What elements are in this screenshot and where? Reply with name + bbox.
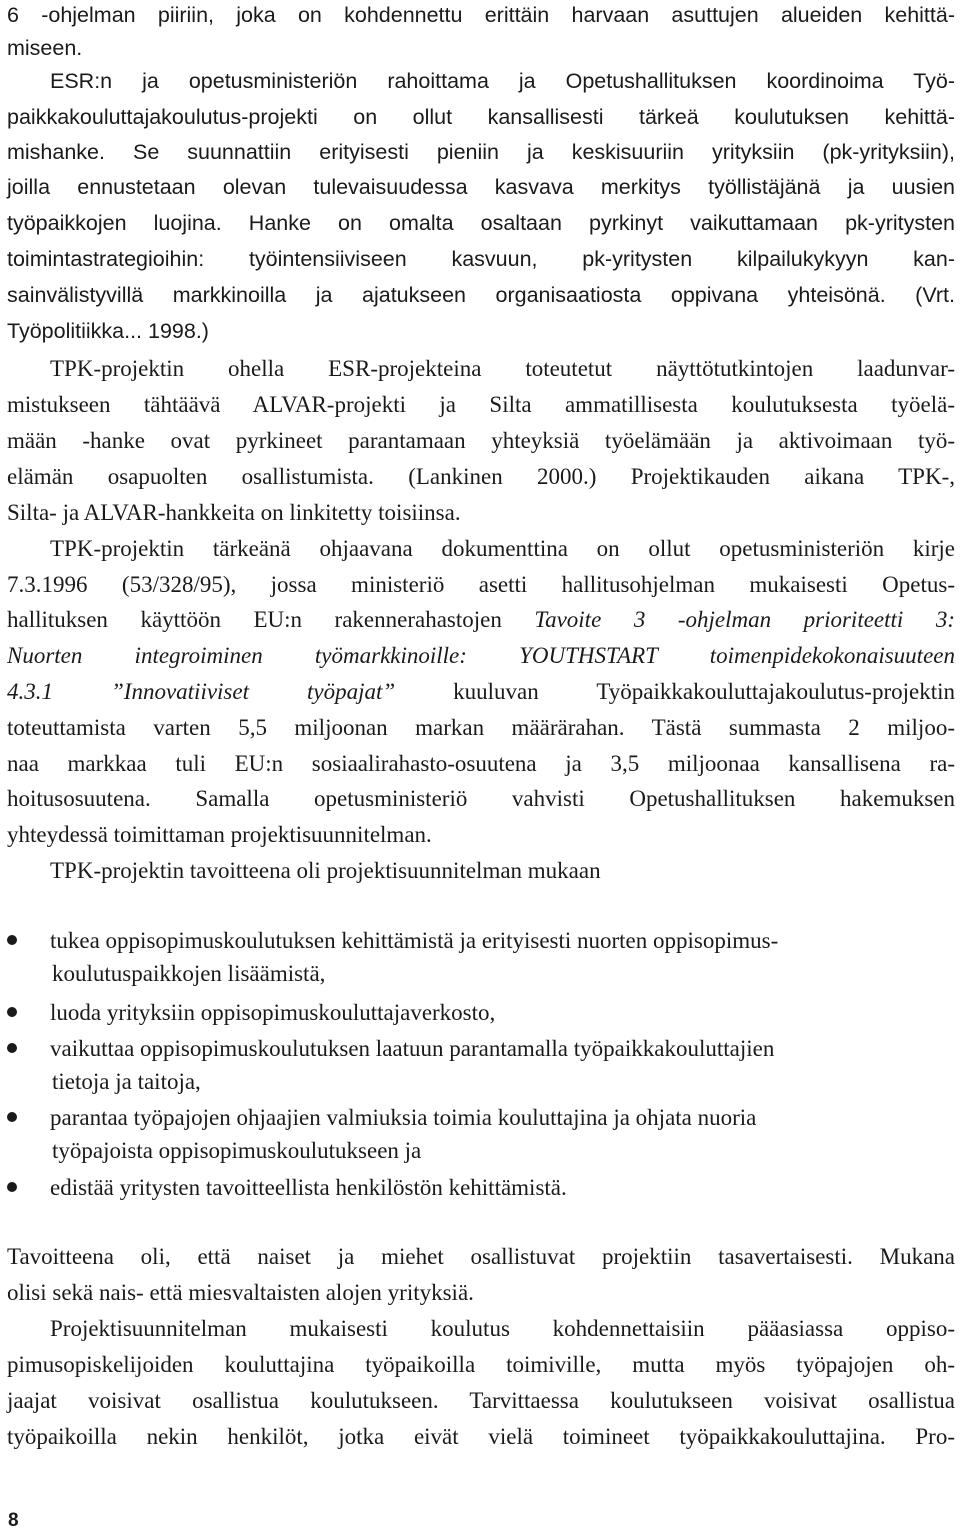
text-line: 6 -ohjelman piiriin, joka on kohdennettu erittäin harvaan asuttujen alueiden kehittä- [7, 3, 955, 27]
text-line: toteuttamista varten 5,5 miljoonan markan määrärahan. Tästä summasta 2 miljoo- [7, 715, 955, 740]
text-line: sainvälistyvillä markkinoilla ja ajatukseen organisaatiosta oppivana yhteisönä. (Vrt. [7, 283, 955, 307]
page-number: 8 [8, 1510, 19, 1531]
text-line [7, 675, 955, 709]
text-line: toimintastrategioihin: työintensiiviseen kasvuun, pk-yritysten kilpailukykyyn kan- [7, 247, 955, 271]
bullet-text-line: tietoja ja taitoja, [52, 1069, 201, 1094]
bullet-icon [7, 1007, 17, 1017]
bullet-text-line: koulutuspaikkojen lisäämistä, [52, 961, 326, 986]
bullet-text-line: edistää yritysten tavoitteellista henkilöstön kehittämistä. [50, 1175, 567, 1200]
text-line: jaajat voisivat osallistua koulutukseen. Tarvittaessa koulutukseen voisivat osallistua [7, 1388, 955, 1413]
text-line: TPK-projektin ohella ESR-projekteina toteutetut näyttötutkintojen laadunvar- [50, 356, 955, 381]
text-line: olisi sekä nais- että miesvaltaisten alojen yrityksiä. [7, 1280, 474, 1305]
bullet-text-line: vaikuttaa oppisopimuskoulutuksen laatuun parantamalla työpaikkakouluttajien [50, 1036, 775, 1061]
text-line: pimusopiskelijoiden kouluttajina työpaikoilla toimiville, mutta myös työpajojen oh- [7, 1352, 955, 1377]
text-line: Työpolitiikka... 1998.) [7, 319, 209, 343]
text-line: TPK-projektin tärkeänä ohjaavana dokumenttina on ollut opetusministeriön kirje [50, 536, 955, 561]
text-line: TPK-projektin tavoitteena oli projektisuunnitelman mukaan [50, 858, 601, 883]
text-line: naa markkaa tuli EU:n sosiaalirahasto-osuutena ja 3,5 miljoonaa kansallisena ra- [7, 751, 955, 776]
text-line: paikkakouluttajakoulutus-projekti on ollut kansallisesti tärkeä koulutuksen kehittä- [7, 105, 955, 129]
italic-text-run: 4.3.1 ”Innovatiiviset työpajat” [7, 679, 396, 704]
bullet-icon [7, 935, 17, 945]
text-line: mistukseen tähtäävä ALVAR-projekti ja Silta ammatillisesta koulutuksesta työelä- [7, 392, 955, 417]
text-run: kuuluvan Työpaikkakouluttajakoulutus-projektin [395, 679, 955, 704]
bullet-icon [7, 1182, 17, 1192]
text-line: mishanke. Se suunnattiin erityisesti pieniin ja keskisuuriin yrityksiin (pk-yrityksiin), [7, 140, 955, 164]
text-line: 7.3.1996 (53/328/95), jossa ministeriö asetti hallitusohjelman mukaisesti Opetus- [7, 572, 955, 597]
text-line: joilla ennustetaan olevan tulevaisuudessa kasvava merkitys työllistäjänä ja uusien [7, 175, 955, 199]
text-line: Silta- ja ALVAR-hankkeita on linkitetty toisiinsa. [7, 500, 461, 525]
bullet-text-line: tukea oppisopimuskoulutuksen kehittämistä ja erityisesti nuorten oppisopimus- [50, 928, 779, 953]
text-line [7, 603, 955, 637]
text-line: elämän osapuolten osallistumista. (Lankinen 2000.) Projektikauden aikana TPK-, [7, 464, 955, 489]
text-line: mään -hanke ovat pyrkineet parantamaan yhteyksiä työelämään ja aktivoimaan työ- [7, 428, 955, 453]
text-line: työpaikkojen luojina. Hanke on omalta osaltaan pyrkinyt vaikuttamaan pk-yritysten [7, 211, 955, 235]
italic-text-run: Tavoite 3 -ohjelman prioriteetti 3: [534, 607, 955, 632]
text-line: hoitusosuutena. Samalla opetusministeriö vahvisti Opetushallituksen hakemuksen [7, 786, 955, 811]
text-line: Projektisuunnitelman mukaisesti koulutus kohdennettaisiin pääasiassa oppiso- [50, 1316, 955, 1341]
text-line: miseen. [7, 36, 83, 60]
text-line: yhteydessä toimittaman projektisuunnitelman. [7, 822, 432, 847]
text-line: työpaikoilla nekin henkilöt, jotka eivät vielä toimineet työpaikkakouluttajina. Pro- [7, 1424, 955, 1449]
text-line: ESR:n ja opetusministeriön rahoittama ja Opetushallituksen koordinoima Työ- [50, 69, 955, 93]
bullet-icon [7, 1112, 17, 1122]
text-run: hallituksen käyttöön EU:n rakennerahastojen [7, 607, 535, 632]
bullet-text-line: parantaa työpajojen ohjaajien valmiuksia toimia kouluttajina ja ohjata nuoria [50, 1105, 757, 1130]
text-line: Nuorten integroiminen työmarkkinoille: YOUTHSTART toimenpidekokonaisuuteen [7, 643, 955, 668]
text-line: Tavoitteena oli, että naiset ja miehet osallistuvat projektiin tasavertaisesti. Mukana [7, 1244, 955, 1269]
bullet-icon [7, 1043, 17, 1053]
bullet-text-line: luoda yrityksiin oppisopimuskouluttajaverkosto, [50, 1000, 496, 1025]
bullet-text-line: työpajoista oppisopimuskoulutukseen ja [52, 1138, 422, 1163]
